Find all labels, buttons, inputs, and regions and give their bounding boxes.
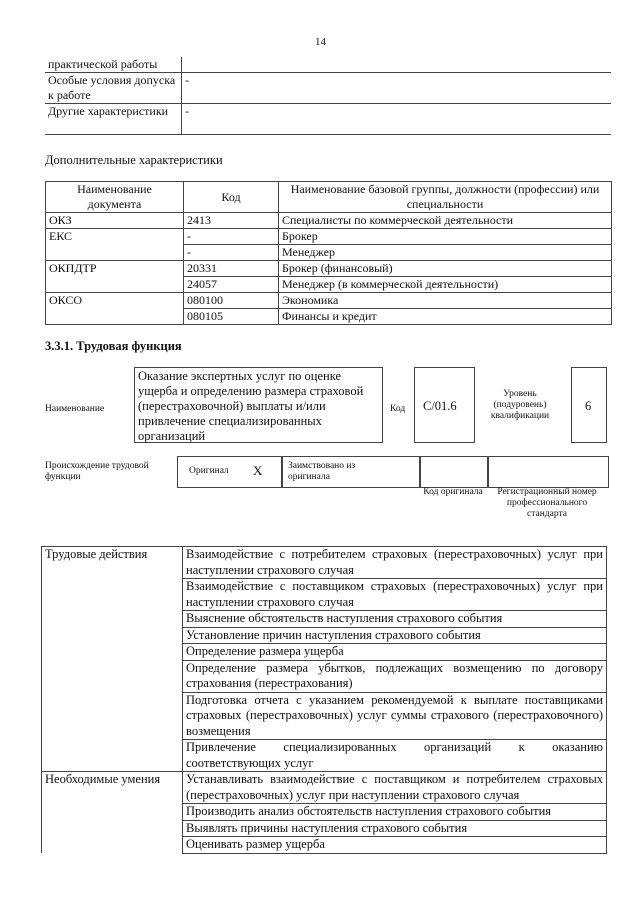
labor-action-item: Взаимодействие с поставщиком страховых (перестраховочных) услуг при наступлении страхового случая [183,579,607,611]
table-row [45,73,611,104]
table-row [46,229,612,245]
column-header-document: Наименование документа [46,182,184,213]
registration-number-box [487,456,609,488]
original-code-caption: Код оригинала [423,487,483,497]
table-row [45,104,611,135]
labor-function-table [41,546,607,854]
original-label: Оригинал [189,466,229,476]
table-row [46,293,612,309]
table-row [46,213,612,229]
skills-label: Необходимые умения [42,772,183,854]
name-cell: Брокер (финансовый) [279,261,612,277]
skill-item: Производить анализ обстоятельств наступления страхового события [183,804,607,821]
name-cell: Финансы и кредит [279,309,612,325]
table-row [42,547,607,579]
labor-action-item: Определение размера убытков, подлежащих возмещению по договору страхования (перестрахования) [183,660,607,692]
doc-cell: ОКСО [46,293,184,309]
labor-action-item: Подготовка отчета с указанием рекомендуемой к выплате поставщиками страховых (перестраховочных) услуг суммы страхового (перестраховочного) возмещения [183,692,607,740]
labor-action-item: Взаимодействие с потребителем страховых (перестраховочных) услуг при наступлении страхового случая [183,547,607,579]
table-row [42,772,607,804]
name-cell: Брокер [279,229,612,245]
row-label: практической работы [45,57,182,73]
borrowed-label: Заимствовано из оригинала [288,461,356,482]
name-cell: Менеджер (в коммерческой деятельности) [279,277,612,293]
skill-item: Устанавливать взаимодействие с поставщиком и потребителем страховых (перестраховочных) услуг при наступлении страхового случая [183,772,607,804]
level-label: Уровень (подуровень) квалификации [490,389,550,421]
table-row [46,277,612,293]
additional-characteristics-table [45,181,612,325]
function-code-box: C/01.6 [414,367,475,443]
row-value: - [182,104,612,135]
doc-cell [46,245,184,261]
function-name-box: Оказание экспертных услуг по оценке ущерба и определению размера страховой (перестраховочной) выплаты и/или привлечение специализированных организаций [134,367,383,443]
code-cell: 080105 [184,309,279,325]
code-cell: 24057 [184,277,279,293]
table-row [46,309,612,325]
labor-actions-label: Трудовые действия [42,547,183,772]
original-code-box [419,456,489,488]
origin-label: Происхождение трудовой функции [45,461,149,482]
top-characteristics-table [45,57,611,135]
name-cell: Экономика [279,293,612,309]
row-label: Особые условия допуска к работе [45,73,182,104]
table-header-row [46,182,612,213]
doc-cell: ОКЗ [46,213,184,229]
row-value: - [182,73,612,104]
doc-cell [46,309,184,325]
name-label: Наименование [45,404,105,414]
row-value [182,57,612,73]
labor-action-item: Привлечение специализированных организаций к оказанию соответствующих услуг [183,740,607,772]
row-label: Другие характеристики [45,104,182,135]
column-header-code: Код [184,182,279,213]
labor-action-item: Определение размера ущерба [183,644,607,661]
doc-cell: ОКПДТР [46,261,184,277]
table-row [45,57,611,73]
code-cell: 20331 [184,261,279,277]
doc-cell [46,277,184,293]
skill-item: Оценивать размер ущерба [183,837,607,854]
table-row [46,261,612,277]
name-cell: Менеджер [279,245,612,261]
level-box: 6 [571,367,607,443]
original-mark: X [253,463,263,478]
code-label: Код [390,404,406,414]
skill-item: Выявлять причины наступления страхового события [183,820,607,837]
code-cell: 080100 [184,293,279,309]
page-number: 14 [315,36,326,48]
registration-number-caption: Регистрационный номер профессионального стандарта [497,487,597,519]
additional-title: Дополнительные характеристики [45,153,223,167]
column-header-name: Наименование базовой группы, должности (профессии) или специальности [279,182,612,213]
code-cell: - [184,229,279,245]
doc-cell: ЕКС [46,229,184,245]
code-cell: 2413 [184,213,279,229]
name-cell: Специалисты по коммерческой деятельности [279,213,612,229]
table-row [46,245,612,261]
code-cell: - [184,245,279,261]
section-title: 3.3.1. Трудовая функция [45,339,182,353]
labor-action-item: Установление причин наступления страхового события [183,627,607,644]
labor-action-item: Выяснение обстоятельств наступления страхового события [183,611,607,628]
